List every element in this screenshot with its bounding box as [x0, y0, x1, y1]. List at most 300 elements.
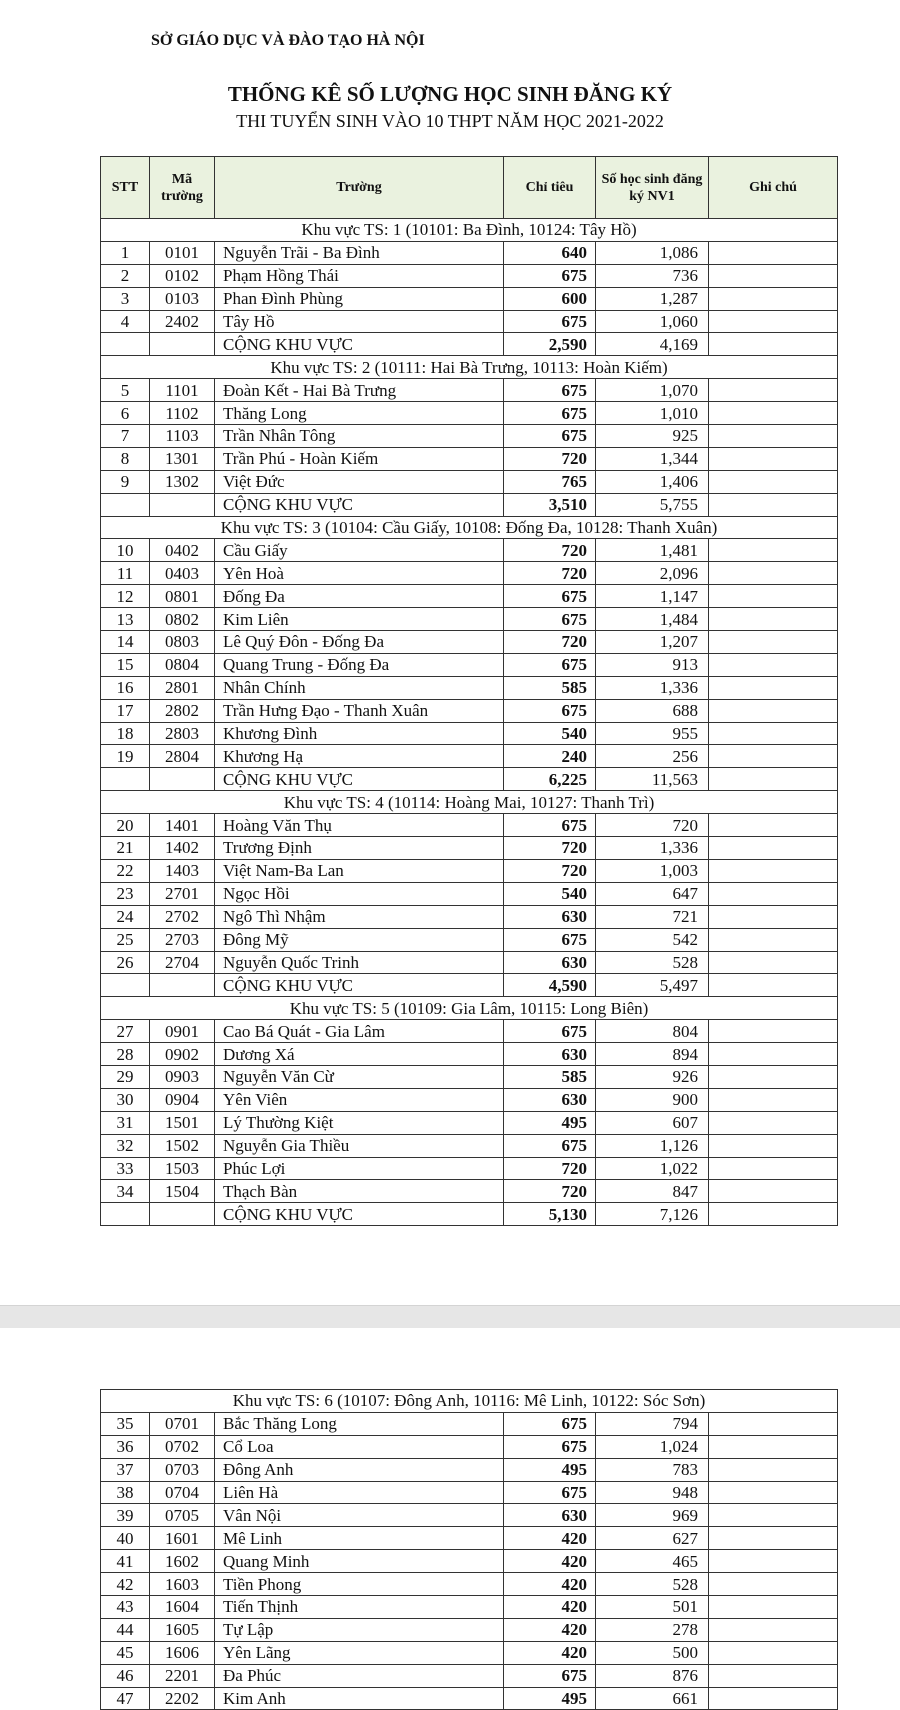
stt-cell: 36: [101, 1435, 150, 1458]
note-cell: [709, 1065, 838, 1088]
registered-cell: 876: [596, 1664, 709, 1687]
registered-cell: 1,070: [596, 379, 709, 402]
stt-cell: 12: [101, 585, 150, 608]
note-cell: [709, 1527, 838, 1550]
school-code-cell: 0705: [150, 1504, 215, 1527]
table-row: [101, 814, 838, 837]
registered-cell: 894: [596, 1043, 709, 1066]
registered-cell: 925: [596, 425, 709, 448]
stt-cell: 15: [101, 653, 150, 676]
registered-cell: 1,336: [596, 676, 709, 699]
note-cell: [709, 1596, 838, 1619]
note-cell: [709, 425, 838, 448]
quota-cell: 675: [504, 1134, 596, 1157]
note-cell: [709, 1550, 838, 1573]
table-row: [101, 699, 838, 722]
quota-cell: 720: [504, 1180, 596, 1203]
quota-cell: 630: [504, 1043, 596, 1066]
note-cell: [709, 745, 838, 768]
registration-table: [100, 156, 838, 1226]
table-row: [101, 425, 838, 448]
school-name-cell: Khương Hạ: [215, 745, 504, 768]
registered-cell: 794: [596, 1412, 709, 1435]
quota-cell: 675: [504, 425, 596, 448]
school-code-cell: 1402: [150, 837, 215, 860]
note-cell: [709, 1020, 838, 1043]
stt-cell: [101, 1203, 150, 1226]
quota-cell: 720: [504, 447, 596, 470]
note-cell: [709, 1618, 838, 1641]
registered-cell: 1,406: [596, 470, 709, 493]
school-name-cell: Đoàn Kết - Hai Bà Trưng: [215, 379, 504, 402]
note-cell: [709, 493, 838, 516]
school-name-cell: Trương Định: [215, 837, 504, 860]
quota-cell: 420: [504, 1573, 596, 1596]
registered-cell: 688: [596, 699, 709, 722]
quota-cell: 675: [504, 1664, 596, 1687]
stt-cell: 20: [101, 814, 150, 837]
registered-cell: 1,287: [596, 287, 709, 310]
region-total-row: [101, 974, 838, 997]
school-code-cell: 0804: [150, 653, 215, 676]
registered-cell: 783: [596, 1458, 709, 1481]
school-code-cell: 2803: [150, 722, 215, 745]
stt-cell: 7: [101, 425, 150, 448]
registration-table-continued: [100, 1389, 838, 1710]
table-row: [101, 1088, 838, 1111]
organization-name: SỞ GIÁO DỤC VÀ ĐÀO TẠO HÀ NỘI: [151, 32, 425, 49]
quota-cell: 675: [504, 608, 596, 631]
stt-cell: 9: [101, 470, 150, 493]
school-code-cell: 1602: [150, 1550, 215, 1573]
stt-cell: 29: [101, 1065, 150, 1088]
table-row: [101, 1504, 838, 1527]
note-cell: [709, 1180, 838, 1203]
stt-cell: 46: [101, 1664, 150, 1687]
school-name-cell: Trần Hưng Đạo - Thanh Xuân: [215, 699, 504, 722]
school-name-cell: Vân Nội: [215, 1504, 504, 1527]
note-cell: [709, 1134, 838, 1157]
school-code-cell: 2801: [150, 676, 215, 699]
note-cell: [709, 814, 838, 837]
quota-cell: 420: [504, 1527, 596, 1550]
school-code-cell: 0101: [150, 241, 215, 264]
school-code-cell: 0102: [150, 264, 215, 287]
school-name-cell: CỘNG KHU VỰC: [215, 493, 504, 516]
school-code-cell: 2704: [150, 951, 215, 974]
region-header-row: [101, 791, 838, 814]
quota-cell: 675: [504, 1412, 596, 1435]
quota-cell: 630: [504, 905, 596, 928]
registered-cell: 804: [596, 1020, 709, 1043]
school-code-cell: 0903: [150, 1065, 215, 1088]
stt-cell: 38: [101, 1481, 150, 1504]
stt-cell: 8: [101, 447, 150, 470]
registered-cell: 627: [596, 1527, 709, 1550]
registered-cell: 2,096: [596, 562, 709, 585]
stt-cell: 11: [101, 562, 150, 585]
note-cell: [709, 1687, 838, 1710]
header-registered: Số học sinh đăng ký NV1: [596, 157, 709, 219]
note-cell: [709, 585, 838, 608]
school-name-cell: Cao Bá Quát - Gia Lâm: [215, 1020, 504, 1043]
quota-cell: 420: [504, 1618, 596, 1641]
school-name-cell: Đông Mỹ: [215, 928, 504, 951]
school-code-cell: 1502: [150, 1134, 215, 1157]
note-cell: [709, 562, 838, 585]
note-cell: [709, 1203, 838, 1226]
note-cell: [709, 1458, 838, 1481]
header-school-name: Trường: [215, 157, 504, 219]
school-code-cell: 1302: [150, 470, 215, 493]
school-name-cell: Hoàng Văn Thụ: [215, 814, 504, 837]
note-cell: [709, 539, 838, 562]
school-code-cell: 1606: [150, 1641, 215, 1664]
stt-cell: [101, 333, 150, 356]
school-code-cell: 2703: [150, 928, 215, 951]
registered-cell: 1,207: [596, 631, 709, 654]
note-cell: [709, 974, 838, 997]
note-cell: [709, 379, 838, 402]
quota-cell: 495: [504, 1687, 596, 1710]
note-cell: [709, 1664, 838, 1687]
table-row: [101, 928, 838, 951]
stt-cell: [101, 493, 150, 516]
quota-cell: 420: [504, 1641, 596, 1664]
registered-cell: 1,126: [596, 1134, 709, 1157]
region-header-row: [101, 219, 838, 242]
quota-cell: 675: [504, 1020, 596, 1043]
stt-cell: 47: [101, 1687, 150, 1710]
school-name-cell: CỘNG KHU VỰC: [215, 1203, 504, 1226]
registered-cell: 1,086: [596, 241, 709, 264]
table-row: [101, 287, 838, 310]
quota-cell: 600: [504, 287, 596, 310]
registered-cell: 528: [596, 951, 709, 974]
note-cell: [709, 768, 838, 791]
table-row: [101, 1180, 838, 1203]
quota-cell: 540: [504, 722, 596, 745]
table-row: [101, 585, 838, 608]
note-cell: [709, 1573, 838, 1596]
table-row: [101, 1687, 838, 1710]
registered-cell: 955: [596, 722, 709, 745]
registered-cell: 1,481: [596, 539, 709, 562]
school-name-cell: Việt Nam-Ba Lan: [215, 859, 504, 882]
table-row: [101, 1527, 838, 1550]
school-name-cell: Nguyễn Quốc Trinh: [215, 951, 504, 974]
registered-cell: 913: [596, 653, 709, 676]
region-label: Khu vực TS: 4 (10114: Hoàng Mai, 10127: Thanh Trì): [101, 791, 838, 814]
school-code-cell: 1503: [150, 1157, 215, 1180]
school-name-cell: Cổ Loa: [215, 1435, 504, 1458]
quota-cell: 630: [504, 1504, 596, 1527]
school-code-cell: [150, 1203, 215, 1226]
stt-cell: 45: [101, 1641, 150, 1664]
table-row: [101, 1664, 838, 1687]
school-name-cell: Lê Quý Đôn - Đống Đa: [215, 631, 504, 654]
stt-cell: 41: [101, 1550, 150, 1573]
region-header-row: [101, 997, 838, 1020]
school-code-cell: 2701: [150, 882, 215, 905]
stt-cell: 21: [101, 837, 150, 860]
registered-cell: 647: [596, 882, 709, 905]
registered-cell: 5,497: [596, 974, 709, 997]
stt-cell: 1: [101, 241, 150, 264]
registered-cell: 661: [596, 1687, 709, 1710]
school-code-cell: 0402: [150, 539, 215, 562]
note-cell: [709, 1504, 838, 1527]
region-label: Khu vực TS: 2 (10111: Hai Bà Trưng, 10113: Hoàn Kiếm): [101, 356, 838, 379]
table-row: [101, 1618, 838, 1641]
note-cell: [709, 653, 838, 676]
note-cell: [709, 905, 838, 928]
stt-cell: [101, 974, 150, 997]
table-row: [101, 562, 838, 585]
school-code-cell: 0902: [150, 1043, 215, 1066]
school-name-cell: CỘNG KHU VỰC: [215, 333, 504, 356]
quota-cell: 240: [504, 745, 596, 768]
stt-cell: 2: [101, 264, 150, 287]
quota-cell: 675: [504, 379, 596, 402]
quota-cell: 720: [504, 562, 596, 585]
quota-cell: 675: [504, 699, 596, 722]
school-name-cell: Thạch Bàn: [215, 1180, 504, 1203]
table-row: [101, 837, 838, 860]
school-code-cell: 0803: [150, 631, 215, 654]
quota-cell: 675: [504, 402, 596, 425]
registered-cell: 1,022: [596, 1157, 709, 1180]
header-school-code: Mã trường: [150, 157, 215, 219]
table-row: [101, 905, 838, 928]
quota-cell: 675: [504, 264, 596, 287]
school-code-cell: 1103: [150, 425, 215, 448]
stt-cell: 28: [101, 1043, 150, 1066]
table-row: [101, 470, 838, 493]
school-code-cell: 2201: [150, 1664, 215, 1687]
table-row: [101, 1573, 838, 1596]
school-name-cell: Khương Đình: [215, 722, 504, 745]
stt-cell: 43: [101, 1596, 150, 1619]
registered-cell: 528: [596, 1573, 709, 1596]
table-row: [101, 539, 838, 562]
quota-cell: 765: [504, 470, 596, 493]
school-name-cell: Phúc Lợi: [215, 1157, 504, 1180]
quota-cell: 630: [504, 951, 596, 974]
school-code-cell: 0904: [150, 1088, 215, 1111]
stt-cell: 30: [101, 1088, 150, 1111]
stt-cell: 10: [101, 539, 150, 562]
school-name-cell: Tiền Phong: [215, 1573, 504, 1596]
quota-cell: 585: [504, 676, 596, 699]
note-cell: [709, 447, 838, 470]
quota-cell: 420: [504, 1596, 596, 1619]
table-row: [101, 608, 838, 631]
table-row: [101, 402, 838, 425]
table-row: [101, 379, 838, 402]
registered-cell: 4,169: [596, 333, 709, 356]
school-name-cell: Nguyễn Văn Cừ: [215, 1065, 504, 1088]
registered-cell: 1,336: [596, 837, 709, 860]
table-row: [101, 882, 838, 905]
quota-cell: 675: [504, 1435, 596, 1458]
stt-cell: 16: [101, 676, 150, 699]
school-code-cell: 1604: [150, 1596, 215, 1619]
note-cell: [709, 859, 838, 882]
stt-cell: 42: [101, 1573, 150, 1596]
table-body-page-2: [101, 1390, 838, 1710]
school-name-cell: Liên Hà: [215, 1481, 504, 1504]
school-code-cell: 0702: [150, 1435, 215, 1458]
school-name-cell: Tiến Thịnh: [215, 1596, 504, 1619]
table-row: [101, 1481, 838, 1504]
region-label: Khu vực TS: 6 (10107: Đông Anh, 10116: Mê Linh, 10122: Sóc Sơn): [101, 1390, 838, 1413]
note-cell: [709, 1043, 838, 1066]
stt-cell: 14: [101, 631, 150, 654]
school-name-cell: Kim Liên: [215, 608, 504, 631]
school-code-cell: 1401: [150, 814, 215, 837]
table-row: [101, 1043, 838, 1066]
school-code-cell: 0802: [150, 608, 215, 631]
registered-cell: 256: [596, 745, 709, 768]
school-code-cell: [150, 333, 215, 356]
note-cell: [709, 402, 838, 425]
note-cell: [709, 287, 838, 310]
school-name-cell: Yên Lãng: [215, 1641, 504, 1664]
document-title: THỐNG KÊ SỐ LƯỢNG HỌC SINH ĐĂNG KÝ: [227, 82, 673, 106]
note-cell: [709, 310, 838, 333]
school-code-cell: 0701: [150, 1412, 215, 1435]
region-header-row: [101, 356, 838, 379]
stt-cell: 39: [101, 1504, 150, 1527]
region-label: Khu vực TS: 1 (10101: Ba Đình, 10124: Tây Hồ): [101, 219, 838, 242]
note-cell: [709, 928, 838, 951]
school-code-cell: 0704: [150, 1481, 215, 1504]
note-cell: [709, 699, 838, 722]
table-row: [101, 1020, 838, 1043]
school-code-cell: 1501: [150, 1111, 215, 1134]
school-code-cell: 1603: [150, 1573, 215, 1596]
region-total-row: [101, 1203, 838, 1226]
registered-cell: 465: [596, 1550, 709, 1573]
stt-cell: 4: [101, 310, 150, 333]
quota-cell: 495: [504, 1458, 596, 1481]
stt-cell: 27: [101, 1020, 150, 1043]
registered-cell: 501: [596, 1596, 709, 1619]
school-code-cell: 0703: [150, 1458, 215, 1481]
region-label: Khu vực TS: 5 (10109: Gia Lâm, 10115: Long Biên): [101, 997, 838, 1020]
school-name-cell: Ngọc Hồi: [215, 882, 504, 905]
school-name-cell: CỘNG KHU VỰC: [215, 974, 504, 997]
school-code-cell: 0403: [150, 562, 215, 585]
region-label: Khu vực TS: 3 (10104: Cầu Giấy, 10108: Đống Đa, 10128: Thanh Xuân): [101, 516, 838, 539]
table-row: [101, 859, 838, 882]
school-code-cell: 2402: [150, 310, 215, 333]
quota-cell: 3,510: [504, 493, 596, 516]
registered-cell: 720: [596, 814, 709, 837]
quota-cell: 720: [504, 837, 596, 860]
quota-cell: 495: [504, 1111, 596, 1134]
stt-cell: 37: [101, 1458, 150, 1481]
school-code-cell: 1102: [150, 402, 215, 425]
region-total-row: [101, 768, 838, 791]
school-name-cell: Tự Lập: [215, 1618, 504, 1641]
school-code-cell: 1301: [150, 447, 215, 470]
registered-cell: 1,344: [596, 447, 709, 470]
table-row: [101, 745, 838, 768]
school-name-cell: Yên Viên: [215, 1088, 504, 1111]
note-cell: [709, 1435, 838, 1458]
quota-cell: 420: [504, 1550, 596, 1573]
school-code-cell: 1403: [150, 859, 215, 882]
school-name-cell: Nhân Chính: [215, 676, 504, 699]
school-code-cell: 1605: [150, 1618, 215, 1641]
table-row: [101, 310, 838, 333]
school-name-cell: CỘNG KHU VỰC: [215, 768, 504, 791]
school-name-cell: Đống Đa: [215, 585, 504, 608]
quota-cell: 720: [504, 539, 596, 562]
quota-cell: 720: [504, 1157, 596, 1180]
region-total-row: [101, 333, 838, 356]
note-cell: [709, 470, 838, 493]
school-name-cell: Quang Trung - Đống Đa: [215, 653, 504, 676]
school-code-cell: 1101: [150, 379, 215, 402]
quota-cell: 675: [504, 653, 596, 676]
school-name-cell: Yên Hoà: [215, 562, 504, 585]
school-code-cell: 2202: [150, 1687, 215, 1710]
note-cell: [709, 608, 838, 631]
quota-cell: 6,225: [504, 768, 596, 791]
quota-cell: 720: [504, 859, 596, 882]
quota-cell: 540: [504, 882, 596, 905]
stt-cell: 25: [101, 928, 150, 951]
stt-cell: 18: [101, 722, 150, 745]
stt-cell: 40: [101, 1527, 150, 1550]
school-name-cell: Dương Xá: [215, 1043, 504, 1066]
school-name-cell: Nguyễn Gia Thiều: [215, 1134, 504, 1157]
school-code-cell: 0801: [150, 585, 215, 608]
table-row: [101, 1641, 838, 1664]
quota-cell: 5,130: [504, 1203, 596, 1226]
note-cell: [709, 241, 838, 264]
registered-cell: 7,126: [596, 1203, 709, 1226]
registered-cell: 1,484: [596, 608, 709, 631]
table-row: [101, 1596, 838, 1619]
table-header-row: [101, 157, 838, 219]
table-row: [101, 951, 838, 974]
table-row: [101, 1435, 838, 1458]
table-row: [101, 1134, 838, 1157]
school-name-cell: Phạm Hồng Thái: [215, 264, 504, 287]
page-separator: [0, 1305, 900, 1329]
registered-cell: 1,003: [596, 859, 709, 882]
table-row: [101, 1550, 838, 1573]
header-stt: STT: [101, 157, 150, 219]
note-cell: [709, 1157, 838, 1180]
note-cell: [709, 1412, 838, 1435]
quota-cell: 630: [504, 1088, 596, 1111]
quota-cell: 585: [504, 1065, 596, 1088]
stt-cell: 26: [101, 951, 150, 974]
registered-cell: 1,010: [596, 402, 709, 425]
school-name-cell: Ngô Thì Nhậm: [215, 905, 504, 928]
school-name-cell: Lý Thường Kiệt: [215, 1111, 504, 1134]
registered-cell: 900: [596, 1088, 709, 1111]
school-name-cell: Việt Đức: [215, 470, 504, 493]
table-row: [101, 631, 838, 654]
header-quota: Chỉ tiêu: [504, 157, 596, 219]
note-cell: [709, 1088, 838, 1111]
